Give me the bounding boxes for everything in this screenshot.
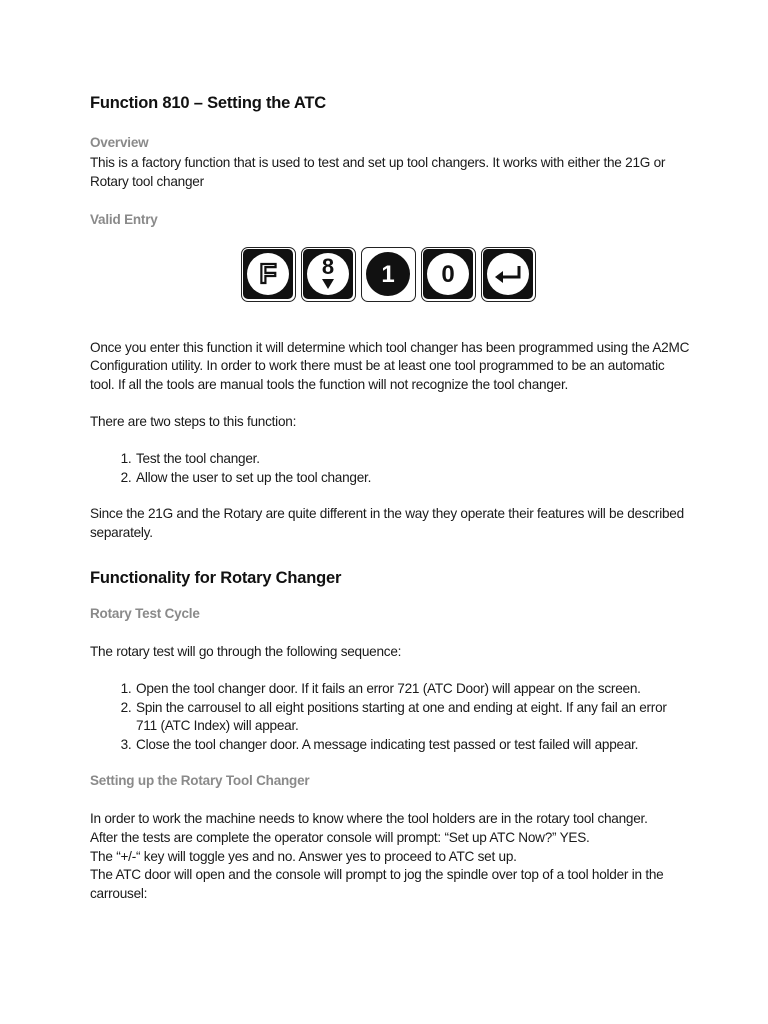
overview-heading: Overview: [90, 135, 149, 150]
setup-line: In order to work the machine needs to know where the tool holders are in the rotary tool changer.: [90, 810, 648, 826]
enter-key: [481, 247, 536, 302]
8-key: [301, 247, 356, 302]
steps-intro: There are two steps to this function:: [90, 413, 297, 429]
difference-paragraph: Since the 21G and the Rotary are quite different in the way they operate their features will be described separately.: [90, 506, 684, 541]
f-key-icon: [243, 249, 293, 299]
setup-line: After the tests are complete the operator console will prompt: “Set up ATC Now?” YES.: [90, 829, 590, 845]
list-item: 2. Allow the user to set up the tool changer.: [135, 469, 690, 488]
key-sequence: [86, 247, 690, 303]
1-key-icon: [363, 249, 413, 299]
overview-text: This is a factory function that is used to test and set up tool changers. It works with either the 21G or Rotary tool changer: [90, 155, 666, 189]
valid-entry-heading: Valid Entry: [90, 211, 158, 227]
f-key: [241, 247, 296, 302]
page-title: Function 810 – Setting the ATC: [90, 94, 327, 112]
list-item: 3. Close the tool changer door. A message indicating test passed or test failed will appear.: [135, 736, 690, 755]
0-key: [421, 247, 476, 302]
8-key-icon: [303, 249, 353, 299]
0-key-icon: [423, 249, 473, 299]
8-key-label: 8: [321, 254, 335, 280]
1-key: [361, 247, 416, 302]
rotary-heading: Functionality for Rotary Changer: [90, 568, 342, 587]
setup-line: The ATC door will open and the console will prompt to jog the spindle over top of a tool holder in the carrousel:: [90, 867, 664, 902]
setup-line: The “+/-“ key will toggle yes and no. Answer yes to proceed to ATC set up.: [90, 848, 517, 864]
setup-heading: Setting up the Rotary Tool Changer: [90, 772, 310, 788]
intro-paragraph: Once you enter this function it will determine which tool changer has been programmed using the A2MC Configuration utility. In order to work there must be at least one tool programmed to be an automatic tool. If all the tools are manual tools the function will not recognize the tool changer.: [90, 339, 690, 393]
rotary-test-steps: [90, 680, 690, 755]
list-item: 1. Test the tool changer.: [135, 450, 690, 469]
f-key-label: F: [259, 258, 277, 290]
list-item: 1. Open the tool changer door. If it fails an error 721 (ATC Door) will appear on the screen.: [135, 680, 690, 699]
document-content: [90, 88, 690, 904]
enter-arrow-icon: [483, 249, 533, 299]
rotary-test-intro: The rotary test will go through the following sequence:: [90, 643, 402, 659]
1-key-label: 1: [381, 261, 395, 289]
list-item: 2. Spin the carrousel to all eight positions starting at one and ending at eight. If any fail an error 711 (ATC Index) will appear.: [135, 699, 690, 737]
steps-list: [90, 450, 690, 488]
rotary-test-heading: Rotary Test Cycle: [90, 605, 200, 621]
0-key-label: 0: [441, 261, 455, 289]
